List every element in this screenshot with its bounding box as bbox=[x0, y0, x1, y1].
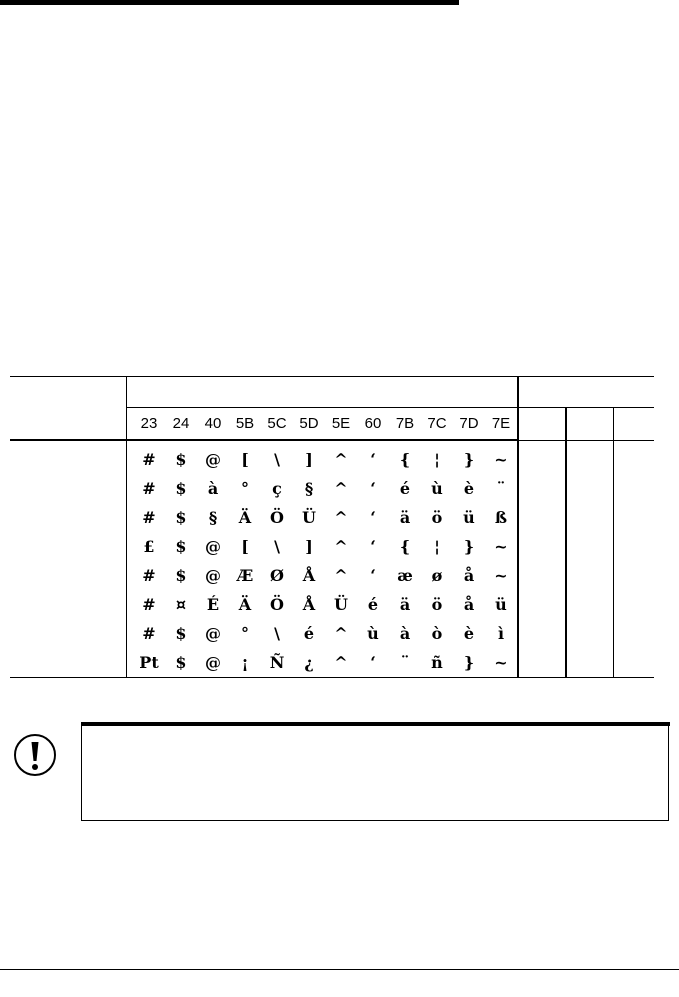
hex-code-header: 5B bbox=[229, 408, 261, 440]
character-cell: ^ bbox=[334, 624, 348, 643]
character-cell: ò bbox=[431, 624, 443, 643]
character-cell: } bbox=[463, 450, 475, 469]
aux-column-3 bbox=[614, 408, 655, 440]
character-cell: å bbox=[463, 595, 475, 614]
hex-code-header: 7C bbox=[421, 408, 453, 440]
character-cell: ¦ bbox=[434, 450, 440, 469]
aux-group-header bbox=[518, 377, 654, 408]
character-grid bbox=[127, 445, 517, 677]
hex-code-header: 5C bbox=[261, 408, 293, 440]
character-cell: [ bbox=[241, 537, 249, 556]
character-cell: ^ bbox=[334, 450, 348, 469]
hex-code-header: 7E bbox=[485, 408, 518, 440]
hex-code-header: 7B bbox=[389, 408, 421, 440]
character-cell: $ bbox=[175, 479, 187, 498]
character-cell: è bbox=[463, 624, 475, 643]
hex-code-header: 24 bbox=[165, 408, 197, 440]
character-cell: å bbox=[463, 566, 475, 585]
character-cell: ä bbox=[399, 508, 411, 527]
character-cell: ~ bbox=[494, 653, 508, 672]
aux-body-3 bbox=[614, 440, 655, 678]
character-cell: ^ bbox=[334, 479, 348, 498]
character-cell: # bbox=[142, 508, 156, 527]
character-cell: é bbox=[367, 595, 379, 614]
character-cell: ʻ bbox=[370, 450, 376, 469]
aux-body-2 bbox=[566, 440, 614, 678]
character-cell: # bbox=[142, 479, 156, 498]
character-cell: $ bbox=[175, 450, 187, 469]
caution-box bbox=[81, 722, 669, 821]
character-cell: ° bbox=[241, 624, 249, 643]
character-cell: $ bbox=[175, 624, 187, 643]
character-cell: $ bbox=[175, 566, 187, 585]
character-cell: ~ bbox=[494, 566, 508, 585]
character-cell: ø bbox=[431, 566, 443, 585]
character-cell: } bbox=[463, 653, 475, 672]
character-cell: ü bbox=[495, 595, 507, 614]
hex-code-header: 5E bbox=[325, 408, 357, 440]
country-names-cell bbox=[10, 440, 127, 678]
character-cell: # bbox=[142, 566, 156, 585]
character-cell: Ö bbox=[270, 508, 284, 527]
character-cell: ] bbox=[305, 450, 313, 469]
character-cell: ʻ bbox=[370, 508, 376, 527]
character-cell: Å bbox=[302, 595, 316, 614]
character-cell: # bbox=[142, 595, 156, 614]
character-cell: ö bbox=[431, 595, 443, 614]
footer-rule bbox=[0, 969, 679, 970]
character-cell: Ü bbox=[334, 595, 348, 614]
character-cell: ^ bbox=[334, 566, 348, 585]
aux-column-2 bbox=[566, 408, 614, 440]
character-cell: { bbox=[399, 450, 411, 469]
hex-code-header: 5D bbox=[293, 408, 325, 440]
character-cell: Æ bbox=[236, 566, 254, 585]
character-cell: Å bbox=[302, 566, 316, 585]
character-cell: à bbox=[207, 479, 219, 498]
character-cell: § bbox=[304, 479, 314, 498]
hex-code-header: 23 bbox=[133, 408, 165, 440]
header-rule bbox=[0, 0, 459, 5]
character-grid-cell bbox=[127, 440, 519, 678]
hex-code-header: 40 bbox=[197, 408, 229, 440]
hex-code-group-header bbox=[127, 377, 519, 408]
character-cell: ñ bbox=[431, 653, 443, 672]
character-cell: $ bbox=[175, 653, 187, 672]
character-cell: Ü bbox=[302, 508, 316, 527]
character-cell: é bbox=[303, 624, 315, 643]
aux-column-1 bbox=[518, 408, 566, 440]
character-cell: ä bbox=[399, 595, 411, 614]
character-cell: [ bbox=[241, 450, 249, 469]
international-character-table bbox=[10, 376, 654, 678]
character-cell: ~ bbox=[494, 450, 508, 469]
character-cell: ¨ bbox=[497, 479, 505, 498]
character-cell: @ bbox=[205, 624, 221, 643]
character-cell: ¿ bbox=[304, 653, 314, 672]
character-cell: Ö bbox=[270, 595, 284, 614]
character-cell: ʻ bbox=[370, 653, 376, 672]
character-cell: # bbox=[142, 624, 156, 643]
character-cell: ¤ bbox=[175, 595, 187, 614]
character-cell: ʻ bbox=[370, 537, 376, 556]
character-cell: $ bbox=[175, 508, 187, 527]
character-cell: è bbox=[463, 479, 475, 498]
character-cell: @ bbox=[205, 537, 221, 556]
character-cell: æ bbox=[397, 566, 413, 585]
character-cell: ʻ bbox=[370, 566, 376, 585]
character-cell: ¦ bbox=[434, 537, 440, 556]
character-cell: ù bbox=[367, 624, 379, 643]
character-cell: \ bbox=[274, 450, 280, 469]
character-cell: £ bbox=[143, 537, 155, 556]
character-cell: @ bbox=[205, 450, 221, 469]
character-cell: à bbox=[399, 624, 411, 643]
character-cell: é bbox=[399, 479, 411, 498]
character-cell: ö bbox=[431, 508, 443, 527]
character-cell: ç bbox=[272, 479, 282, 498]
character-cell: Pt bbox=[139, 653, 159, 672]
character-cell: Ø bbox=[270, 566, 284, 585]
character-cell: Ä bbox=[238, 508, 252, 527]
character-cell: § bbox=[208, 508, 218, 527]
character-cell: ¡ bbox=[241, 653, 249, 672]
character-cell: ~ bbox=[494, 537, 508, 556]
character-cell: \ bbox=[274, 624, 280, 643]
character-cell: } bbox=[463, 537, 475, 556]
aux-body-1 bbox=[518, 440, 566, 678]
character-cell: ¨ bbox=[401, 653, 409, 672]
character-cell: Ñ bbox=[269, 653, 285, 672]
character-cell: $ bbox=[175, 537, 187, 556]
character-cell: ] bbox=[305, 537, 313, 556]
character-cell: É bbox=[206, 595, 220, 614]
exclamation-circle-icon bbox=[13, 733, 57, 777]
character-cell: ù bbox=[431, 479, 443, 498]
character-cell: Ä bbox=[238, 595, 252, 614]
character-cell: ^ bbox=[334, 508, 348, 527]
character-cell: @ bbox=[205, 566, 221, 585]
hex-code-header: 7D bbox=[453, 408, 485, 440]
character-cell: ° bbox=[241, 479, 249, 498]
character-cell: ^ bbox=[334, 653, 348, 672]
character-cell: ß bbox=[494, 508, 508, 527]
character-cell: ü bbox=[463, 508, 475, 527]
character-cell: # bbox=[142, 450, 156, 469]
character-cell: ^ bbox=[334, 537, 348, 556]
character-cell: { bbox=[399, 537, 411, 556]
hex-code-header: 60 bbox=[357, 408, 389, 440]
character-cell: @ bbox=[205, 653, 221, 672]
character-cell: ʻ bbox=[370, 479, 376, 498]
character-cell: \ bbox=[274, 537, 280, 556]
character-cell: ì bbox=[497, 624, 505, 643]
country-column-header bbox=[10, 377, 127, 441]
